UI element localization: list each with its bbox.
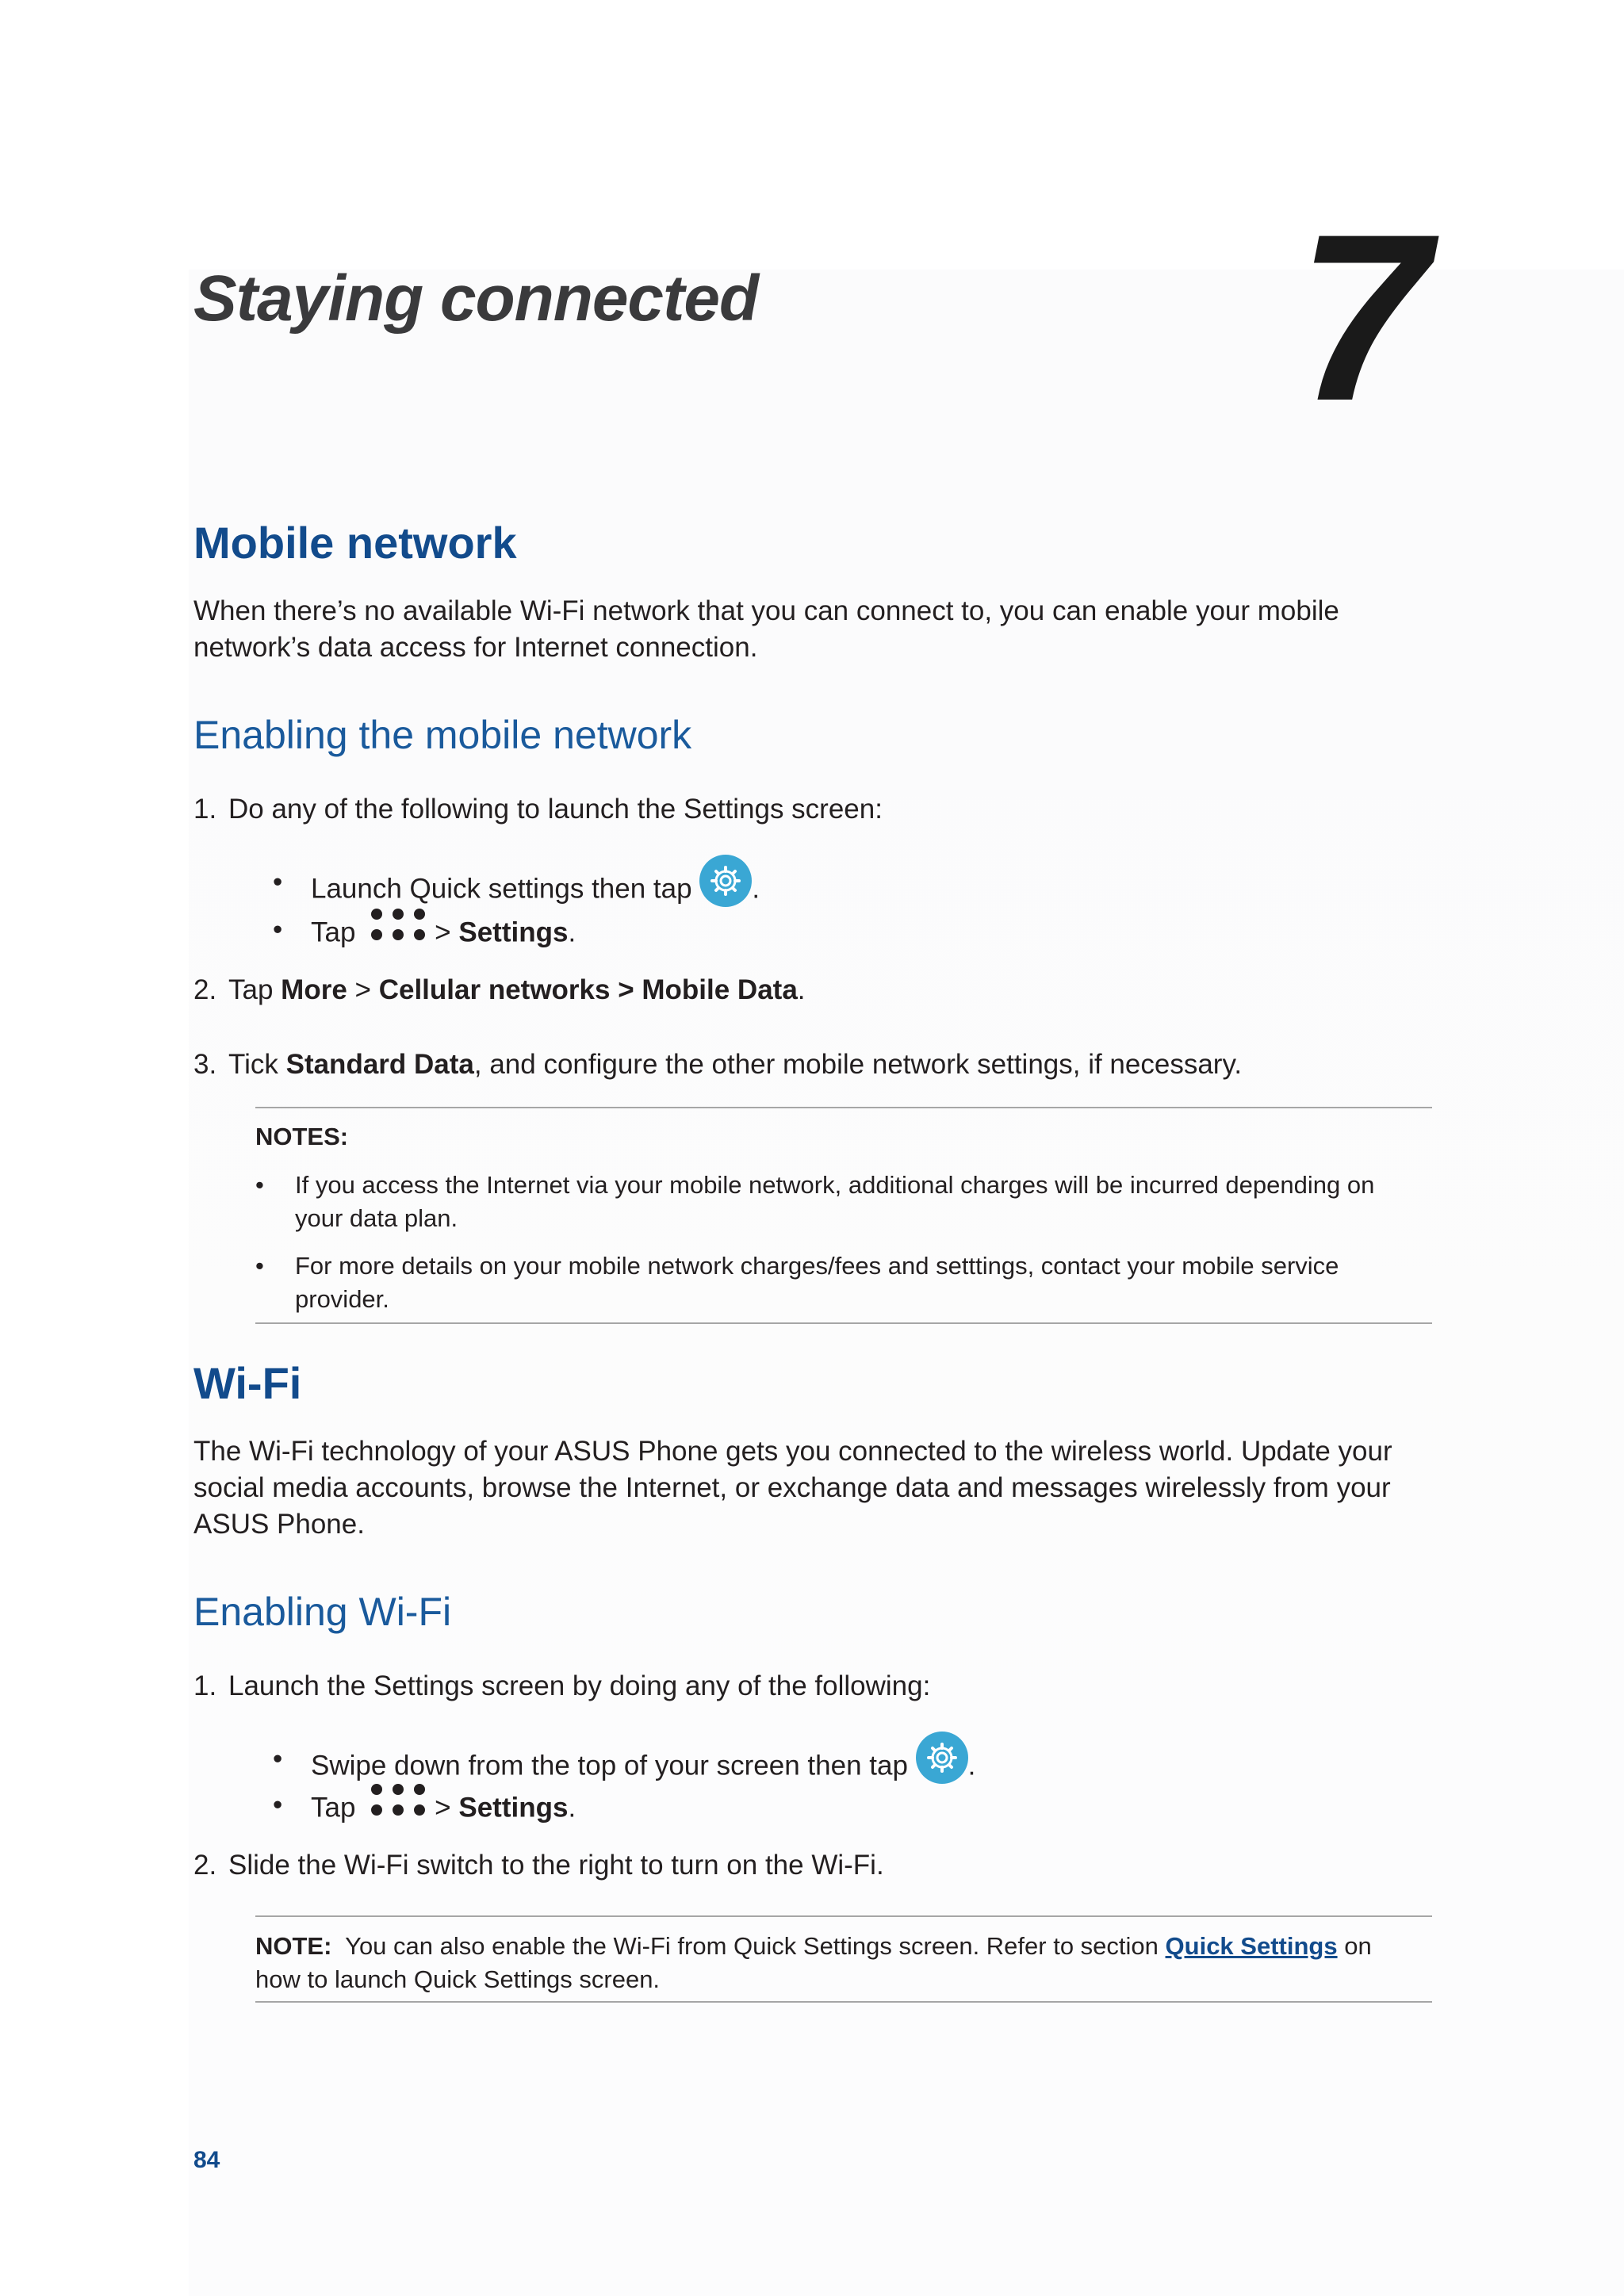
- mobile-step-2: [193, 972, 806, 1008]
- wifi-step-2: [193, 1847, 884, 1884]
- bullet-bold: Settings: [458, 916, 569, 948]
- wifi-note: [255, 1930, 1389, 1996]
- notes-item-2: [255, 1249, 1339, 1316]
- step-text: , and configure the other mobile network settings, if necessary.: [473, 1049, 1243, 1080]
- gear-icon[interactable]: [699, 855, 752, 907]
- step-bold-more: More: [281, 974, 347, 1005]
- bullet-sep: >: [435, 916, 451, 948]
- step-number: 1.: [193, 794, 217, 825]
- mobile-step-1: [193, 791, 883, 828]
- bullet-marker: •: [273, 1789, 283, 1820]
- apps-dots-icon[interactable]: [370, 907, 427, 951]
- bullet-prefix: Tap: [311, 1792, 356, 1823]
- wifi-bullet-tap-settings: [273, 1787, 576, 1831]
- note-text-after: on: [1344, 1932, 1372, 1960]
- mobile-intro-line1: When there’s no available Wi-Fi network that you can connect to, you can enable your mobile: [193, 595, 1339, 626]
- bullet-prefix: Tap: [311, 916, 356, 948]
- mobile-intro-line2: network’s data access for Internet connection.: [193, 632, 758, 663]
- gear-icon[interactable]: [916, 1732, 968, 1784]
- subheading-enabling-wifi: Enabling Wi-Fi: [193, 1590, 452, 1634]
- apps-dots-icon[interactable]: [370, 1782, 427, 1827]
- step-number: 1.: [193, 1670, 217, 1701]
- note-top-rule: [255, 1915, 1432, 1917]
- note-label: NOTE:: [255, 1932, 332, 1960]
- step-number: 2.: [193, 974, 217, 1005]
- wifi-intro-line3: ASUS Phone.: [193, 1509, 365, 1540]
- step-prefix: Tick: [228, 1049, 278, 1080]
- note-line: provider.: [295, 1285, 389, 1313]
- note-text: You can also enable the Wi-Fi from Quick Settings screen. Refer to section: [345, 1932, 1159, 1960]
- step-bold-mobile-data: > Mobile Data: [618, 974, 798, 1005]
- mobile-bullet-tap-settings: [273, 912, 576, 956]
- step-bold-cellular: Cellular networks: [378, 974, 611, 1005]
- note-line-2: how to launch Quick Settings screen.: [255, 1965, 661, 1993]
- note-line: your data plan.: [295, 1204, 458, 1232]
- bullet-marker: •: [273, 914, 283, 945]
- step-bold-standard-data: Standard Data: [285, 1049, 474, 1080]
- chapter-title: Staying connected: [193, 262, 759, 335]
- bullet-end: .: [568, 1792, 576, 1823]
- step-number: 2.: [193, 1850, 217, 1881]
- bullet-bold: Settings: [458, 1792, 569, 1823]
- bullet-end: .: [568, 916, 576, 948]
- chapter-number: 7: [1297, 184, 1430, 450]
- wifi-intro-line1: The Wi-Fi technology of your ASUS Phone gets you connected to the wireless world. Update your: [193, 1436, 1392, 1467]
- notes-bottom-rule: [255, 1322, 1432, 1324]
- step-text: Launch the Settings screen by doing any of the following:: [228, 1670, 931, 1701]
- bullet-marker: •: [273, 867, 283, 897]
- notes-label: NOTES:: [255, 1123, 349, 1150]
- bullet-marker: •: [255, 1171, 264, 1199]
- step-text: Slide the Wi-Fi switch to the right to turn on the Wi-Fi.: [228, 1850, 884, 1881]
- bullet-sep: >: [435, 1792, 451, 1823]
- section-heading-wifi: Wi-Fi: [193, 1358, 302, 1408]
- wifi-step-1: [193, 1668, 930, 1705]
- section-heading-mobile-network: Mobile network: [193, 518, 517, 568]
- note-line: If you access the Internet via your mobile network, additional charges will be incurred depending on: [295, 1171, 1375, 1199]
- bullet-end: .: [752, 873, 760, 905]
- page-number: 84: [193, 2147, 220, 2173]
- notes-top-rule: [255, 1107, 1432, 1108]
- step-end: .: [797, 974, 806, 1005]
- bullet-end: .: [967, 1750, 976, 1781]
- bullet-text: Swipe down from the top of your screen then tap: [311, 1750, 908, 1781]
- step-number: 3.: [193, 1049, 217, 1080]
- notes-item-1: [255, 1169, 1375, 1235]
- quick-settings-link[interactable]: Quick Settings: [1165, 1932, 1338, 1960]
- bullet-marker: •: [273, 1743, 283, 1774]
- note-bottom-rule: [255, 2001, 1432, 2003]
- bullet-text: Launch Quick settings then tap: [311, 873, 692, 905]
- step-text: Do any of the following to launch the Settings screen:: [228, 794, 883, 825]
- wifi-intro-line2: social media accounts, browse the Internet, or exchange data and messages wirelessly from your: [193, 1472, 1391, 1503]
- note-line: For more details on your mobile network charges/fees and setttings, contact your mobile service: [295, 1252, 1339, 1280]
- subheading-enabling-mobile-network: Enabling the mobile network: [193, 713, 692, 757]
- step-sep: >: [354, 974, 371, 1005]
- bullet-marker: •: [255, 1252, 264, 1280]
- mobile-step-3: [193, 1047, 1242, 1083]
- step-prefix: Tap: [228, 974, 274, 1005]
